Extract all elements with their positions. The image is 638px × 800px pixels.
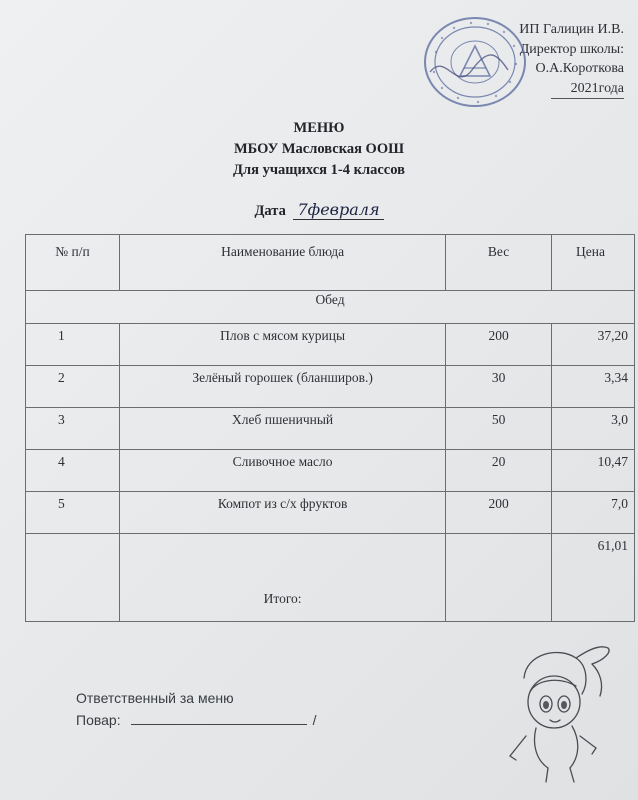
row-num: 2 bbox=[26, 366, 120, 408]
cook-label: Повар: bbox=[76, 712, 121, 728]
row-dish: Хлеб пшеничный bbox=[120, 408, 446, 450]
row-weight: 30 bbox=[446, 366, 552, 408]
row-price: 37,20 bbox=[552, 324, 635, 366]
approval-year: 2021года bbox=[551, 79, 624, 100]
date-row bbox=[0, 200, 638, 220]
approval-line-3: О.А.Короткова bbox=[535, 61, 624, 76]
section-row bbox=[26, 291, 635, 324]
slash-mark: / bbox=[312, 712, 317, 728]
row-price: 10,47 bbox=[552, 450, 635, 492]
column-header-price: Цена bbox=[552, 235, 635, 291]
cook-signature-line bbox=[131, 724, 307, 725]
total-value: 61,01 bbox=[552, 534, 635, 622]
cartoon-girl-doodle-icon bbox=[496, 636, 626, 786]
table-row bbox=[26, 366, 635, 408]
row-weight: 200 bbox=[446, 324, 552, 366]
approval-line-1: ИП Галицин И.В. bbox=[519, 22, 624, 37]
audience-line: Для учащихся 1-4 классов bbox=[233, 162, 405, 178]
row-price: 7,0 bbox=[552, 492, 635, 534]
column-header-name: Наименование блюда bbox=[120, 235, 446, 291]
row-weight: 50 bbox=[446, 408, 552, 450]
row-dish: Сливочное масло bbox=[120, 450, 446, 492]
date-value: 7февраля bbox=[293, 200, 383, 220]
table-header-row bbox=[26, 235, 635, 291]
column-header-num: № п/п bbox=[26, 235, 120, 291]
row-num: 1 bbox=[26, 324, 120, 366]
row-dish: Плов с мясом курицы bbox=[120, 324, 446, 366]
row-dish: Компот из с/х фруктов bbox=[120, 492, 446, 534]
section-label: Обед bbox=[26, 291, 635, 324]
row-price: 3,0 bbox=[552, 408, 635, 450]
row-num: 5 bbox=[26, 492, 120, 534]
total-row bbox=[26, 534, 635, 622]
table-row bbox=[26, 408, 635, 450]
date-label: Дата bbox=[254, 203, 286, 219]
row-dish: Зелёный горошек (бланширов.) bbox=[120, 366, 446, 408]
total-label: Итого: bbox=[120, 534, 446, 622]
seal-stamp-icon bbox=[416, 12, 534, 112]
total-weight-cell bbox=[446, 534, 552, 622]
menu-header bbox=[0, 118, 638, 181]
row-price: 3,34 bbox=[552, 366, 635, 408]
table-row bbox=[26, 492, 635, 534]
row-num: 4 bbox=[26, 450, 120, 492]
page-title: МЕНЮ bbox=[293, 120, 345, 136]
row-num: 3 bbox=[26, 408, 120, 450]
table-row bbox=[26, 324, 635, 366]
column-header-weight: Вес bbox=[446, 235, 552, 291]
signature-footer bbox=[76, 687, 316, 731]
row-weight: 20 bbox=[446, 450, 552, 492]
total-empty-cell bbox=[26, 534, 120, 622]
row-weight: 200 bbox=[446, 492, 552, 534]
school-name: МБОУ Масловская ООШ bbox=[233, 141, 405, 157]
approval-line-2: Директор школы: bbox=[519, 41, 624, 57]
menu-table bbox=[25, 234, 635, 622]
table-row bbox=[26, 450, 635, 492]
responsible-label: Ответственный за меню bbox=[76, 690, 234, 706]
